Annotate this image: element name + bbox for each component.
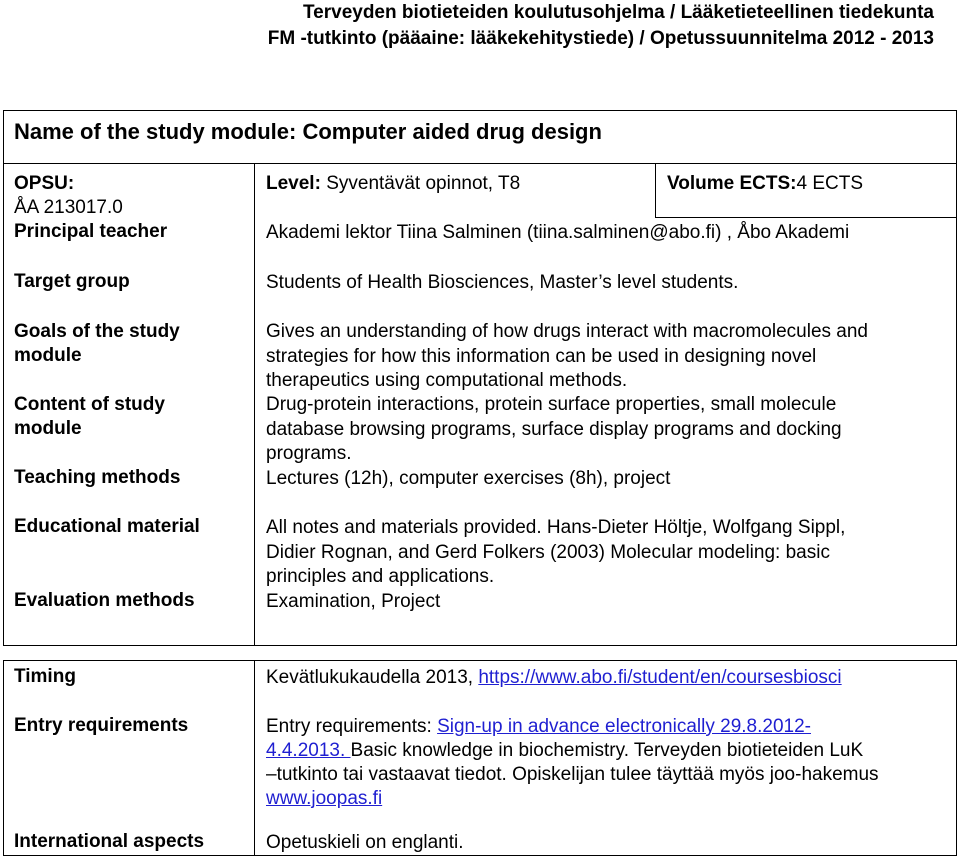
- content-value-line-3: programs.: [266, 443, 352, 464]
- principal-teacher-label: Principal teacher: [14, 221, 168, 242]
- educational-material-line-1: All notes and materials provided. Hans-Dieter Höltje, Wolfgang Sippl,: [266, 517, 846, 538]
- level-value: Syventävät opinnot, T8: [320, 173, 521, 194]
- entry-requirements-line-2: [266, 739, 863, 763]
- educational-material-line-2: Didier Rognan, and Gerd Folkers (2003) Molecular modeling: basic: [266, 542, 830, 563]
- timing-label: Timing: [14, 666, 76, 687]
- volume-value: 4 ECTS: [796, 173, 864, 194]
- content-label-line-1: Content of study: [14, 394, 165, 415]
- signup-link-part-2[interactable]: 4.4.2013.: [266, 740, 351, 761]
- timing-text: Kevätlukukaudella 2013,: [266, 667, 479, 688]
- timing-value: [266, 666, 842, 690]
- entry-requirements-label: Entry requirements: [14, 715, 189, 736]
- target-group-value: Students of Health Biosciences, Master’s level students.: [266, 272, 739, 293]
- goals-value-line-2: strategies for how this information can be used in designing novel: [266, 346, 817, 367]
- volume-label: Volume ECTS:: [667, 173, 797, 194]
- module-title: Name of the study module: Computer aided drug design: [14, 119, 602, 144]
- teaching-methods-value: Lectures (12h), computer exercises (8h), project: [266, 468, 671, 489]
- entry-requirements-line-1: [266, 715, 811, 739]
- teaching-methods-label: Teaching methods: [14, 467, 181, 488]
- entry-requirements-line-4: [266, 787, 382, 811]
- goals-label-line-2: module: [14, 345, 82, 366]
- volume-field: [667, 172, 863, 196]
- signup-link-part-1[interactable]: Sign-up in advance electronically 29.8.2012-: [437, 716, 811, 737]
- header-line-1: Terveyden biotieteiden koulutusohjelma / Lääketieteellinen tiedekunta: [302, 2, 934, 23]
- educational-material-line-3: principles and applications.: [266, 566, 495, 587]
- entry-requirements-text-2: Basic knowledge in biochemistry. Terveyden biotieteiden LuK: [350, 740, 864, 761]
- educational-material-label: Educational material: [14, 516, 200, 537]
- goals-value-line-1: Gives an understanding of how drugs interact with macromolecules and: [266, 321, 868, 342]
- header-line-2: FM -tutkinto (pääaine: lääkekehitystiede) / Opetussuunnitelma 2012 - 2013: [267, 28, 934, 49]
- principal-teacher-value: Akademi lektor Tiina Salminen (tiina.salminen@abo.fi) , Åbo Akademi: [266, 222, 850, 243]
- level-field: [266, 172, 520, 196]
- opsu-label: OPSU:: [14, 173, 75, 194]
- joopas-link[interactable]: www.joopas.fi: [266, 788, 383, 809]
- target-group-label: Target group: [14, 271, 130, 292]
- level-label: Level:: [266, 173, 321, 194]
- content-value-line-1: Drug-protein interactions, protein surface properties, small molecule: [266, 394, 837, 415]
- courses-link[interactable]: https://www.abo.fi/student/en/coursesbiosci: [478, 667, 842, 688]
- international-aspects-label: International aspects: [14, 831, 205, 852]
- entry-requirements-prefix: Entry requirements:: [266, 716, 438, 737]
- content-label-line-2: module: [14, 418, 82, 439]
- content-value-line-2: database browsing programs, surface display programs and docking: [266, 419, 842, 440]
- international-aspects-value: Opetuskieli on englanti.: [266, 832, 464, 853]
- goals-value-line-3: therapeutics using computational methods.: [266, 370, 628, 391]
- entry-requirements-line-3: –tutkinto tai vastaavat tiedot. Opiskelijan tulee täyttää myös joo-hakemus: [266, 764, 879, 785]
- opsu-code: ÅA 213017.0: [14, 197, 123, 218]
- goals-label-line-1: Goals of the study: [14, 321, 180, 342]
- evaluation-methods-label: Evaluation methods: [14, 590, 195, 611]
- evaluation-methods-value: Examination, Project: [266, 591, 441, 612]
